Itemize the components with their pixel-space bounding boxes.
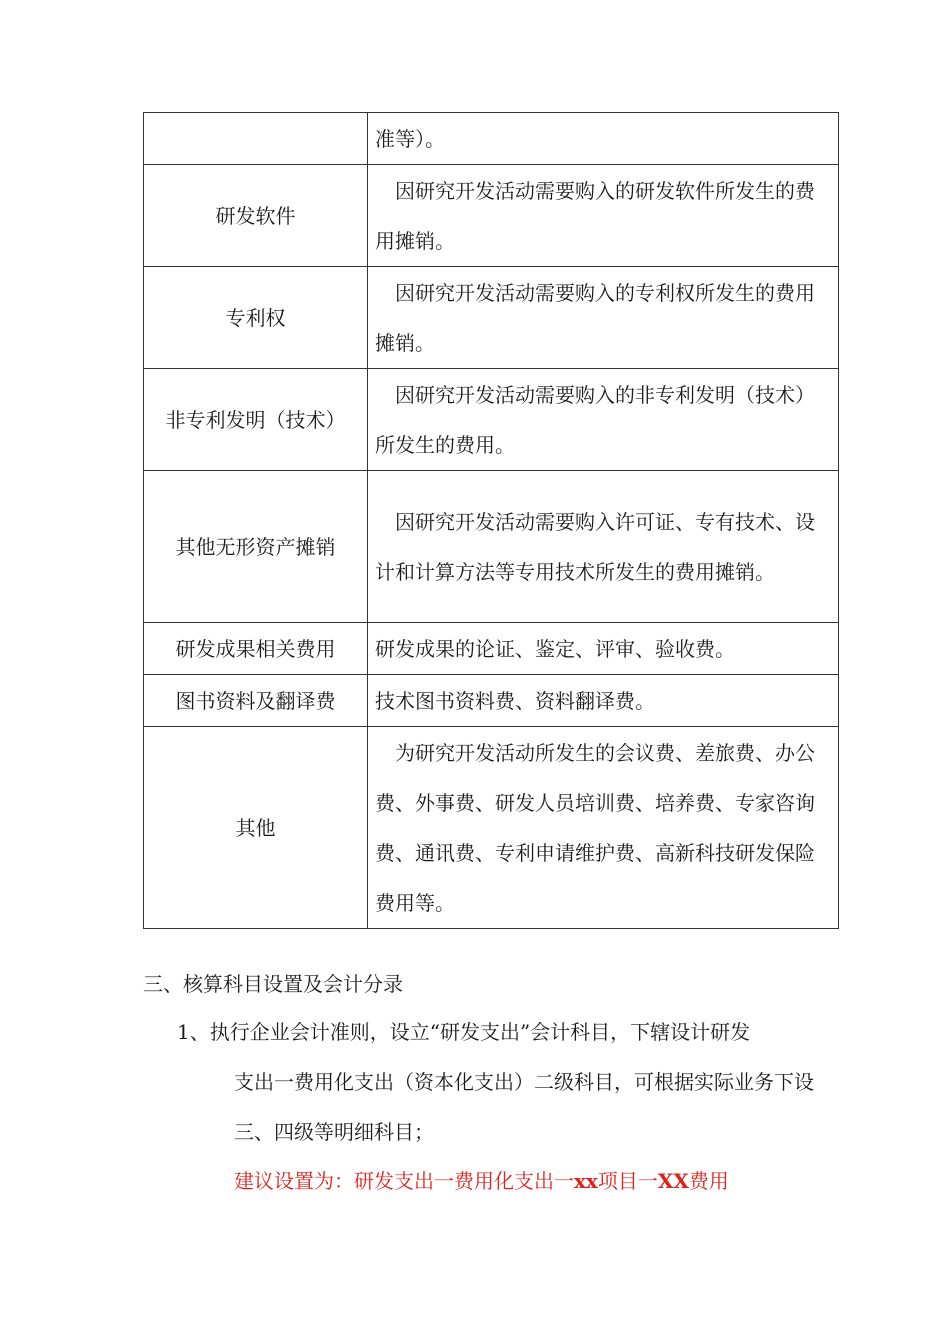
- suggestion-part: 建议设置为：研发支出一费用化支出一: [234, 1169, 574, 1193]
- table-row: [144, 471, 839, 623]
- table-row: [144, 623, 839, 675]
- table-row: [144, 727, 839, 929]
- table-row: [144, 165, 839, 267]
- table-row: [144, 113, 839, 165]
- description-cell: 为研究开发活动所发生的会议费、差旅费、办公费、外事费、研发人员培训费、培养费、专家咨询费、通讯费、专利申请维护费、高新科技研发保险费用等。: [368, 727, 839, 929]
- table-row: [144, 267, 839, 369]
- description-cell: 因研究开发活动需要购入许可证、专有技术、设计和计算方法等专用技术所发生的费用摊销。: [368, 471, 839, 623]
- suggestion-part: 项目一: [597, 1169, 658, 1193]
- category-cell: 其他: [144, 727, 368, 929]
- description-cell: 技术图书资料费、资料翻译费。: [368, 675, 839, 727]
- list-item-continuation: 支出一费用化支出（资本化支出）二级科目，可根据实际业务下设三、四级等明细科目；: [234, 1070, 814, 1144]
- description-cell: 因研究开发活动需要购入的非专利发明（技术）所发生的费用。: [368, 369, 839, 471]
- rd-cost-table: [143, 112, 839, 929]
- description-cell: 因研究开发活动需要购入的专利权所发生的费用摊销。: [368, 267, 839, 369]
- description-cell: 研发成果的论证、鉴定、评审、验收费。: [368, 623, 839, 675]
- category-cell: 非专利发明（技术）: [144, 369, 368, 471]
- category-cell: 研发软件: [144, 165, 368, 267]
- category-cell: 专利权: [144, 267, 368, 369]
- suggestion-part: 费用: [688, 1169, 729, 1193]
- suggestion-text: [234, 1156, 729, 1206]
- section-heading: 三、核算科目设置及会计分录: [143, 972, 403, 996]
- category-cell: 图书资料及翻译费: [144, 675, 368, 727]
- category-cell: 其他无形资产摊销: [144, 471, 368, 623]
- list-item-first-line: 1、执行企业会计准则，设立“研发支出”会计科目，下辖设计研发: [177, 1020, 751, 1044]
- category-cell: 研发成果相关费用: [144, 623, 368, 675]
- description-cell: 准等）。: [368, 113, 839, 165]
- table-row: [144, 675, 839, 727]
- suggestion-code: XX: [657, 1169, 689, 1193]
- table-row: [144, 369, 839, 471]
- list-item: [177, 1007, 842, 1157]
- description-cell: 因研究开发活动需要购入的研发软件所发生的费用摊销。: [368, 165, 839, 267]
- category-cell: [144, 113, 368, 165]
- suggestion-code: xx: [574, 1169, 598, 1193]
